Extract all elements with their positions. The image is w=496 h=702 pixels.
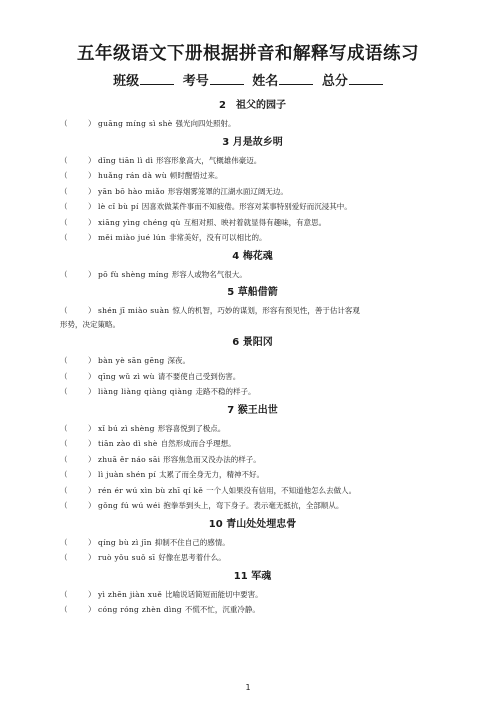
idiom-entry <box>60 587 445 603</box>
definition-text: 太累了而全身无力，精神不好。 <box>159 470 265 479</box>
pinyin-text: ruò yǒu suǒ sī <box>98 553 156 562</box>
answer-blank-close: ） <box>88 217 96 227</box>
definition-text: 顿时醒悟过来。 <box>169 171 223 180</box>
pinyin-text: pō fù shèng míng <box>98 269 169 279</box>
lesson-section <box>60 136 445 246</box>
page-number: 1 <box>245 683 251 692</box>
idiom-entry <box>60 303 445 332</box>
answer-blank-open[interactable]: （ <box>60 306 68 315</box>
idiom-entry <box>60 384 445 400</box>
pinyin-text: dǐng tiān lì dì <box>98 155 154 165</box>
answer-blank-close: ） <box>88 589 96 599</box>
definition-text: 不慌不忙，沉重冷静。 <box>184 605 260 614</box>
answer-blank-open[interactable]: （ <box>60 589 68 599</box>
answer-blank-open[interactable]: （ <box>60 356 68 365</box>
definition-text: 自然形成而合乎理想。 <box>160 439 236 448</box>
answer-blank-open[interactable]: （ <box>60 423 68 433</box>
lesson-title: 11 军魂 <box>233 570 272 582</box>
answer-blank-open[interactable]: （ <box>60 371 68 381</box>
lesson-title: 10 青山处处埋忠骨 <box>208 518 297 530</box>
score-label: 总分 <box>321 74 348 89</box>
idiom-entry <box>60 184 445 200</box>
pinyin-text: guāng míng sì shè <box>98 119 173 128</box>
pinyin-text: bàn yè sān gēng <box>98 356 165 365</box>
score-blank[interactable] <box>349 72 383 85</box>
definition-text: 非常美好，没有可以相比的。 <box>169 233 267 242</box>
class-field <box>113 70 174 89</box>
answer-blank-close: ） <box>88 553 96 562</box>
answer-blank-open[interactable]: （ <box>60 470 68 479</box>
lesson-section <box>60 404 445 514</box>
lesson-section <box>60 518 445 566</box>
answer-blank-open[interactable]: （ <box>60 186 68 196</box>
name-field <box>252 70 313 89</box>
definition-text: 惊人的机智，巧妙的谋划，形容有预见性，善于估计客观 <box>172 306 360 315</box>
idiom-entry <box>60 436 445 452</box>
answer-blank-close: ） <box>88 233 96 242</box>
answer-blank-open[interactable]: （ <box>60 217 68 227</box>
lesson-title: 2 祖父的园子 <box>219 100 286 111</box>
idiom-entry <box>60 535 445 551</box>
answer-blank-open[interactable]: （ <box>60 119 68 128</box>
name-label: 姓名 <box>252 74 279 89</box>
idiom-entry <box>60 369 445 385</box>
answer-blank-open[interactable]: （ <box>60 155 68 165</box>
answer-blank-close: ） <box>88 454 96 464</box>
answer-blank-close: ） <box>88 423 96 433</box>
idiom-entry <box>60 452 445 468</box>
answer-blank-close: ） <box>88 186 96 196</box>
definition-text: 好像在思考着什么。 <box>158 553 226 562</box>
score-field <box>322 70 383 89</box>
definition-text: 请不要使自己受到伤害。 <box>157 371 241 381</box>
definition-text: 互相对照、映衬着就显得有趣味，有意思。 <box>183 217 327 227</box>
definition-text: 形容焦急而又没办法的样子。 <box>163 454 261 464</box>
answer-blank-open[interactable]: （ <box>60 269 68 279</box>
definition-text: 因喜欢做某件事而不知疲倦。形容对某事特别爱好而沉浸其中。 <box>141 202 352 211</box>
answer-blank-close: ） <box>88 371 96 381</box>
lesson-title: 4 梅花魂 <box>232 250 273 262</box>
pinyin-text: xiāng yìng chéng qù <box>98 217 181 227</box>
pinyin-text: cóng róng zhèn dìng <box>98 605 182 614</box>
pinyin-text: xǐ bú zì shèng <box>98 423 155 433</box>
lesson-section <box>60 250 445 283</box>
lesson-section <box>60 99 445 132</box>
idiom-entry <box>60 467 445 483</box>
pinyin-text: zhuā ěr náo sāi <box>98 454 161 464</box>
idiom-entry <box>60 498 445 514</box>
idiom-entry <box>60 421 445 437</box>
pinyin-text: shén jī miào suàn <box>98 306 170 315</box>
answer-blank-close: ） <box>88 387 96 396</box>
answer-blank-close: ） <box>88 356 96 365</box>
class-blank[interactable] <box>140 72 174 85</box>
lesson-section <box>60 336 445 400</box>
answer-blank-open[interactable]: （ <box>60 501 68 510</box>
exam-number-label: 考号 <box>182 74 209 89</box>
idiom-entry <box>60 215 445 231</box>
exercise-list <box>60 95 445 618</box>
lesson-title: 5 草船借箭 <box>227 287 278 298</box>
idiom-entry <box>60 230 445 246</box>
answer-blank-close: ） <box>88 269 96 279</box>
answer-blank-close: ） <box>88 171 96 180</box>
class-label: 班级 <box>113 74 140 89</box>
definition-text: 形容人或物名气很大。 <box>171 269 247 279</box>
lesson-section <box>60 570 445 618</box>
answer-blank-open[interactable]: （ <box>60 553 68 562</box>
lesson-title: 6 景阳冈 <box>232 337 273 348</box>
answer-blank-open[interactable]: （ <box>60 454 68 464</box>
answer-blank-open[interactable]: （ <box>60 537 68 547</box>
idiom-entry <box>60 550 445 566</box>
definition-text: 强光向四处照射。 <box>175 119 236 128</box>
pinyin-text: qīng wǔ zì wù <box>98 371 155 381</box>
idiom-entry <box>60 353 445 369</box>
answer-blank-close: ） <box>88 485 96 495</box>
definition-text: 比喻说话简短而能切中要害。 <box>165 589 263 599</box>
name-blank[interactable] <box>279 72 313 85</box>
answer-blank-open[interactable]: （ <box>60 605 68 614</box>
lesson-title: 3 月是故乡明 <box>222 136 283 148</box>
exam-number-field <box>183 70 244 89</box>
page-title: 五年级语文下册根据拼音和解释写成语练习 <box>77 44 419 64</box>
definition-text: 形容喜悦到了极点。 <box>157 423 226 433</box>
idiom-entry <box>60 116 445 132</box>
lesson-title: 7 猴王出世 <box>227 404 278 416</box>
pinyin-text: gǒng fú wú wéi <box>98 501 161 510</box>
answer-blank-open[interactable]: （ <box>60 202 68 211</box>
pinyin-text: rén ér wú xìn bù zhī qí kě <box>98 485 204 495</box>
pinyin-text: lè cǐ bù pí <box>98 202 139 211</box>
answer-blank-open[interactable]: （ <box>60 233 68 242</box>
answer-blank-close: ） <box>88 470 96 479</box>
idiom-entry <box>60 602 445 618</box>
definition-text: 形容烟雾笼罩的江湖水面辽阔无边。 <box>167 186 288 196</box>
answer-blank-close: ） <box>88 439 96 448</box>
pinyin-text: qíng bù zì jīn <box>98 537 152 547</box>
pinyin-text: lì juàn shén pí <box>98 470 157 479</box>
answer-blank-open[interactable]: （ <box>60 171 68 180</box>
answer-blank-open[interactable]: （ <box>60 439 68 448</box>
definition-continuation: 形势，决定策略。 <box>60 320 120 329</box>
answer-blank-close: ） <box>88 155 96 165</box>
answer-blank-open[interactable]: （ <box>60 387 68 396</box>
idiom-entry <box>60 483 445 499</box>
answer-blank-close: ） <box>88 501 96 510</box>
definition-text: 走路不稳的样子。 <box>195 387 256 396</box>
lesson-section <box>60 286 445 332</box>
definition-text: 一个人如果没有信用，不知道他怎么去做人。 <box>206 485 357 495</box>
pinyin-text: yān bō hào miǎo <box>98 186 165 196</box>
answer-blank-close: ） <box>88 605 96 614</box>
pinyin-text: yì zhēn jiàn xuě <box>98 589 163 599</box>
pinyin-text: huǎng rán dà wù <box>98 171 167 180</box>
student-info-row <box>0 70 496 89</box>
idiom-entry <box>60 267 445 283</box>
exam-number-blank[interactable] <box>210 72 244 85</box>
pinyin-text: měi miào jué lún <box>98 233 167 242</box>
idiom-entry <box>60 199 445 215</box>
pinyin-text: tiān zào dì shè <box>98 439 158 448</box>
answer-blank-close: ） <box>88 119 96 128</box>
pinyin-text: liàng liàng qiàng qiàng <box>98 387 193 396</box>
idiom-entry <box>60 168 445 184</box>
definition-text: 抱拳举到头上，弯下身子。表示毫无抵抗，全部顺从。 <box>163 501 344 510</box>
idiom-entry <box>60 153 445 169</box>
definition-text: 抑制不住自己的感情。 <box>154 537 230 547</box>
answer-blank-close: ） <box>88 537 96 547</box>
answer-blank-close: ） <box>88 306 96 315</box>
definition-text: 形容形象高大，气概雄伟豪迈。 <box>156 155 262 165</box>
definition-text: 深夜。 <box>167 356 190 365</box>
answer-blank-open[interactable]: （ <box>60 485 68 495</box>
answer-blank-close: ） <box>88 202 96 211</box>
